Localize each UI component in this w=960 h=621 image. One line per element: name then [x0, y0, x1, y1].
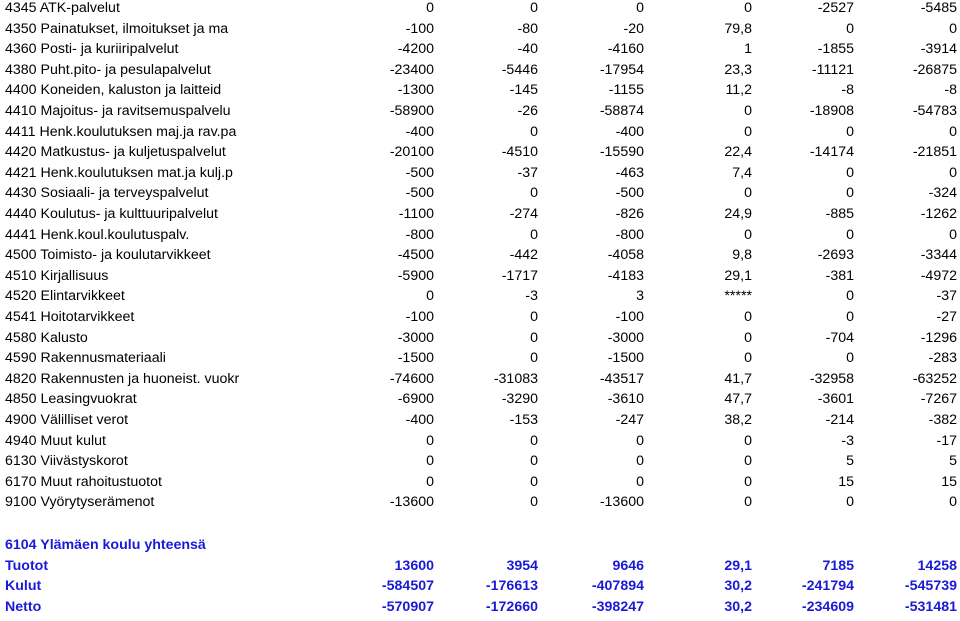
percent-value: 0	[744, 350, 752, 367]
table-row	[0, 410, 960, 430]
budget-total: -570907	[381, 598, 434, 615]
account-name: 4420 Matkustus- ja kuljetuspalvelut	[5, 144, 226, 161]
table-row	[0, 451, 960, 471]
budget-value: 0	[426, 453, 434, 470]
table-row	[0, 431, 960, 451]
budget-value: -400	[405, 412, 434, 428]
prev-year-value: -324	[928, 185, 957, 202]
difference-value: 0	[636, 453, 644, 470]
prev-year-value: -21851	[912, 144, 957, 161]
actual-value: 0	[530, 226, 538, 243]
actual-value: 0	[530, 0, 538, 16]
budget-value: 0	[426, 0, 434, 16]
budget-value: -58900	[389, 103, 434, 119]
actual-value: -37	[517, 164, 538, 181]
percent-value: 24,9	[724, 206, 752, 222]
prev-actual-total: -241794	[801, 578, 854, 595]
summary-heading: 6104 Ylämäen koulu yhteensä	[5, 537, 206, 553]
percent-total: 29,1	[724, 557, 752, 574]
prev-actual-value: 0	[846, 20, 854, 37]
budget-total: 13600	[394, 557, 434, 574]
summary-label: Tuotot	[5, 557, 49, 574]
table-row	[0, 369, 960, 389]
prev-year-value: -1296	[920, 329, 957, 346]
difference-total: -407894	[591, 578, 644, 595]
budget-value: -1500	[397, 350, 434, 367]
account-name: 4441 Henk.koul.koulutuspalv.	[5, 226, 190, 243]
budget-value: 0	[426, 473, 434, 490]
budget-value: -3000	[397, 329, 434, 346]
prev-year-total: -531481	[904, 598, 957, 615]
account-name: 4590 Rakennusmateriaali	[5, 350, 166, 367]
account-name: 4440 Koulutus- ja kulttuuripalvelut	[5, 206, 218, 222]
account-name: 4850 Leasingvuokrat	[5, 391, 137, 408]
percent-value: 29,1	[724, 267, 752, 284]
table-row	[0, 0, 960, 18]
percent-value: 79,8	[724, 20, 752, 37]
actual-value: 0	[530, 309, 538, 325]
percent-value: 0	[744, 494, 752, 511]
prev-actual-value: 0	[846, 226, 854, 243]
table-row	[0, 307, 960, 327]
actual-value: 0	[530, 473, 538, 490]
table-row	[0, 328, 960, 348]
table-row	[0, 286, 960, 306]
budget-value: -4500	[397, 247, 434, 264]
budget-value: -500	[405, 164, 434, 181]
table-row	[0, 101, 960, 121]
budget-value: -5900	[397, 267, 434, 284]
prev-actual-value: 0	[846, 494, 854, 511]
percent-value: 38,2	[724, 412, 752, 428]
percent-value: 41,7	[724, 370, 752, 387]
percent-value: 0	[744, 473, 752, 490]
table-row	[0, 163, 960, 183]
actual-value: 0	[530, 432, 538, 449]
difference-value: -1155	[608, 82, 644, 99]
account-name: 4360 Posti- ja kuriiripalvelut	[5, 41, 179, 58]
summary-label: Netto	[5, 598, 42, 615]
actual-value: -442	[509, 247, 538, 264]
table-row	[0, 60, 960, 80]
percent-value: 0	[744, 453, 752, 470]
account-name: 4421 Henk.koulutuksen mat.ja kulj.p	[5, 164, 233, 181]
prev-year-value: -27	[936, 309, 957, 325]
prev-actual-value: -14174	[809, 144, 854, 161]
budget-total: -584507	[381, 578, 434, 595]
prev-actual-value: -214	[825, 412, 854, 428]
difference-value: -800	[615, 226, 644, 243]
actual-value: -1717	[501, 267, 538, 284]
difference-value: -500	[615, 185, 644, 202]
actual-value: 0	[530, 453, 538, 470]
budget-value: -74600	[389, 370, 434, 387]
prev-year-value: -63252	[912, 370, 957, 387]
prev-actual-value: 5	[846, 453, 854, 470]
actual-value: 0	[530, 329, 538, 346]
budget-value: -800	[405, 226, 434, 243]
difference-value: -13600	[599, 494, 644, 511]
budget-value: -100	[405, 309, 434, 325]
prev-actual-value: -18908	[809, 103, 854, 119]
prev-actual-value: -2527	[817, 0, 854, 16]
prev-year-value: 0	[949, 226, 957, 243]
percent-value: 11,2	[725, 82, 752, 99]
difference-total: 9646	[612, 557, 644, 574]
prev-year-value: -5485	[920, 0, 957, 16]
account-name: 4410 Majoitus- ja ravitsemuspalvelu	[5, 103, 231, 119]
prev-actual-value: 0	[846, 185, 854, 202]
prev-actual-value: -32958	[809, 370, 854, 387]
percent-value: 47,7	[724, 391, 752, 408]
prev-year-value: 15	[941, 473, 957, 490]
actual-value: 0	[530, 494, 538, 511]
prev-actual-value: -885	[825, 206, 854, 222]
account-name: 4411 Henk.koulutuksen maj.ja rav.pa	[5, 123, 237, 140]
account-name: 4350 Painatukset, ilmoitukset ja ma	[5, 20, 229, 37]
prev-year-value: -3344	[920, 247, 957, 264]
difference-value: -463	[615, 164, 644, 181]
actual-value: -80	[517, 20, 538, 37]
budget-value: -6900	[397, 391, 434, 408]
summary-row	[0, 556, 960, 576]
prev-actual-value: -381	[825, 267, 854, 284]
difference-value: -247	[615, 412, 644, 428]
prev-actual-value: -2693	[817, 247, 854, 264]
prev-year-value: -1262	[920, 206, 957, 222]
budget-value: -4200	[397, 41, 434, 58]
table-row	[0, 142, 960, 162]
account-name: 4541 Hoitotarvikkeet	[5, 309, 135, 325]
difference-value: -17954	[599, 61, 644, 78]
percent-value: 0	[744, 185, 752, 202]
summary-row	[0, 576, 960, 596]
difference-value: -15590	[599, 144, 644, 161]
prev-year-value: -3914	[920, 41, 957, 58]
actual-value: -145	[509, 82, 538, 99]
percent-value: *****	[724, 288, 752, 305]
account-name: 4430 Sosiaali- ja terveyspalvelut	[5, 185, 209, 202]
prev-actual-total: -234609	[801, 598, 854, 615]
table-row	[0, 472, 960, 492]
prev-year-value: -7267	[920, 391, 957, 408]
percent-value: 22,4	[724, 144, 752, 161]
budget-value: -23400	[389, 61, 434, 78]
budget-value: -100	[405, 20, 434, 37]
prev-year-value: -4972	[920, 267, 957, 284]
difference-value: -1500	[607, 350, 644, 367]
actual-total: -172660	[485, 598, 538, 615]
table-row	[0, 80, 960, 100]
percent-value: 0	[744, 123, 752, 140]
percent-value: 1	[744, 41, 752, 58]
prev-year-value: -17	[936, 432, 957, 449]
difference-value: -826	[615, 206, 644, 222]
account-name: 6130 Viivästyskorot	[5, 453, 128, 470]
account-name: 4900 Välilliset verot	[5, 412, 129, 428]
prev-actual-value: 0	[846, 350, 854, 367]
actual-value: -26	[517, 103, 538, 119]
prev-actual-value: -3	[841, 432, 854, 449]
percent-value: 23,3	[724, 61, 752, 78]
actual-value: -5446	[501, 61, 538, 78]
summary-label: Kulut	[5, 578, 42, 595]
actual-value: 0	[530, 123, 538, 140]
actual-value: -4510	[501, 144, 538, 161]
prev-actual-value: 0	[846, 309, 854, 325]
table-row	[0, 492, 960, 512]
difference-value: -400	[615, 123, 644, 140]
difference-value: -100	[615, 309, 644, 325]
prev-actual-value: -3601	[817, 391, 854, 408]
prev-year-value: 0	[949, 494, 957, 511]
table-row	[0, 122, 960, 142]
percent-value: 9,8	[732, 247, 752, 264]
percent-value: 0	[744, 103, 752, 119]
difference-value: -3000	[607, 329, 644, 346]
account-name: 4520 Elintarvikkeet	[5, 288, 125, 305]
table-row	[0, 204, 960, 224]
summary-row	[0, 597, 960, 617]
prev-year-total: -545739	[904, 578, 957, 595]
budget-value: 0	[426, 432, 434, 449]
table-row	[0, 19, 960, 39]
budget-value: -400	[405, 123, 434, 140]
table-row	[0, 183, 960, 203]
prev-actual-value: -1855	[817, 41, 854, 58]
actual-value: -40	[517, 41, 538, 58]
budget-value: -13600	[389, 494, 434, 511]
prev-actual-value: -8	[841, 82, 854, 99]
prev-year-value: -26875	[912, 61, 957, 78]
prev-year-value: 0	[949, 164, 957, 181]
account-name: 6170 Muut rahoitustuotot	[5, 473, 162, 490]
percent-value: 0	[744, 226, 752, 243]
percent-value: 0	[744, 329, 752, 346]
prev-year-value: -54783	[912, 103, 957, 119]
difference-value: 0	[636, 0, 644, 16]
percent-total: 30,2	[724, 598, 752, 615]
actual-value: -31083	[493, 370, 538, 387]
account-name: 9100 Vyörytyserämenot	[5, 494, 155, 511]
table-row	[0, 389, 960, 409]
budget-value: -20100	[389, 144, 434, 161]
prev-actual-value: 0	[846, 288, 854, 305]
prev-actual-value: 15	[838, 473, 854, 490]
account-name: 4820 Rakennusten ja huoneist. vuokr	[5, 370, 240, 387]
difference-value: -20	[623, 20, 644, 37]
table-row	[0, 225, 960, 245]
account-name: 4500 Toimisto- ja koulutarvikkeet	[5, 247, 211, 264]
percent-value: 7,4	[732, 164, 752, 181]
prev-actual-total: 7185	[822, 557, 854, 574]
difference-value: 3	[636, 288, 644, 305]
prev-year-value: -8	[944, 82, 957, 99]
account-name: 4400 Koneiden, kaluston ja laitteid	[5, 82, 222, 99]
prev-year-value: 5	[949, 453, 957, 470]
account-name: 4345 ATK-palvelut	[5, 0, 120, 16]
difference-value: -4058	[607, 247, 644, 264]
percent-total: 30,2	[724, 578, 752, 595]
actual-value: 0	[530, 185, 538, 202]
prev-year-value: -382	[928, 412, 957, 428]
prev-year-value: -37	[936, 288, 957, 305]
difference-value: -58874	[599, 103, 644, 119]
difference-value: 0	[636, 432, 644, 449]
actual-value: 0	[530, 350, 538, 367]
table-row	[0, 39, 960, 59]
prev-year-value: 0	[949, 123, 957, 140]
difference-value: -4183	[607, 267, 644, 284]
actual-value: -274	[509, 206, 538, 222]
difference-value: 0	[636, 473, 644, 490]
percent-value: 0	[744, 309, 752, 325]
difference-total: -398247	[591, 598, 644, 615]
difference-value: -3610	[607, 391, 644, 408]
difference-value: -4160	[607, 41, 644, 58]
summary-heading-row	[0, 535, 960, 555]
account-name: 4940 Muut kulut	[5, 432, 106, 449]
actual-value: -153	[509, 412, 538, 428]
budget-value: 0	[426, 288, 434, 305]
table-row	[0, 348, 960, 368]
account-name: 4380 Puht.pito- ja pesulapalvelut	[5, 61, 211, 78]
table-row	[0, 245, 960, 265]
prev-actual-value: -704	[825, 329, 854, 346]
prev-actual-value: 0	[846, 164, 854, 181]
prev-year-total: 14258	[917, 557, 957, 574]
actual-total: 3954	[506, 557, 538, 574]
account-name: 4510 Kirjallisuus	[5, 267, 109, 284]
budget-value: -1100	[398, 206, 434, 222]
prev-year-value: -283	[928, 350, 957, 367]
table-row	[0, 266, 960, 286]
actual-total: -176613	[485, 578, 538, 595]
prev-actual-value: 0	[846, 123, 854, 140]
prev-actual-value: -11121	[811, 61, 854, 78]
percent-value: 0	[744, 432, 752, 449]
actual-value: -3	[525, 288, 538, 305]
difference-value: -43517	[599, 370, 644, 387]
percent-value: 0	[744, 0, 752, 16]
account-name: 4580 Kalusto	[5, 329, 88, 346]
budget-value: -1300	[397, 82, 434, 99]
prev-year-value: 0	[949, 20, 957, 37]
actual-value: -3290	[501, 391, 538, 408]
budget-value: -500	[405, 185, 434, 202]
